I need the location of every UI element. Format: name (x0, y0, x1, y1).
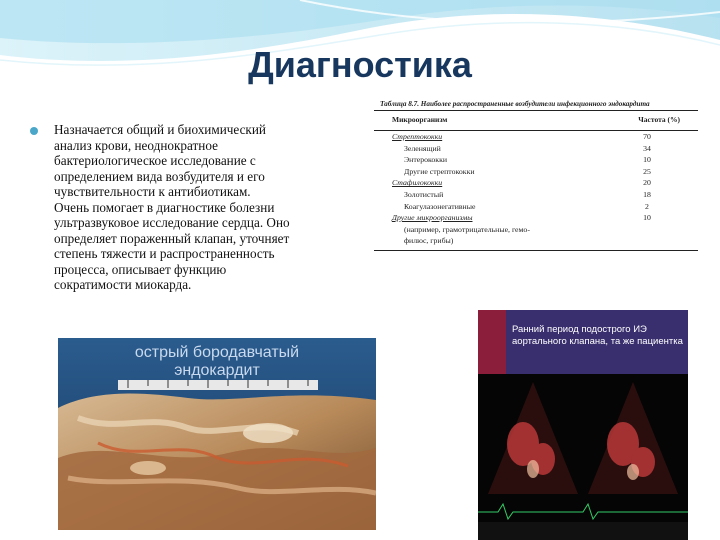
table-cell-frequency: 25 (643, 166, 651, 176)
table-cell-organism: Коагулазонегативные (404, 201, 476, 211)
endocarditis-photo (58, 338, 376, 530)
table-row (392, 177, 698, 189)
column-header-frequency: Частота (%) (638, 115, 680, 124)
table-cell-organism: Стрептококки (392, 132, 443, 141)
table-cell-frequency: 2 (645, 201, 649, 211)
table-row (392, 166, 698, 178)
table-bottom-rule (374, 250, 698, 251)
table-row (392, 201, 698, 213)
table-header (374, 111, 698, 128)
table-cell-organism: Зеленящий (404, 143, 441, 153)
table-cell-organism: Энтерококки (404, 155, 448, 165)
photo-caption (58, 344, 376, 380)
photo-caption-line1: острый бородавчатый (134, 344, 300, 361)
table-cell-organism: Другие микроорганизмы (392, 213, 473, 223)
column-header-organism: Микроорганизм (392, 115, 448, 124)
table-cell-frequency: 10 (643, 213, 651, 223)
slide-title: Диагностика (248, 44, 472, 85)
table-cell-frequency: 70 (643, 132, 651, 141)
table-cell-organism: Другие стрептококки (404, 166, 475, 176)
pathogen-table (374, 100, 698, 306)
table-cell-frequency: 34 (643, 143, 651, 153)
table-cell-organism: Золотистый (404, 189, 444, 199)
table-row (392, 131, 698, 143)
table-row (392, 189, 698, 201)
table-body (374, 131, 698, 224)
bullet-dot-icon (30, 127, 38, 135)
echo-title: Ранний период подострого ИЭ аортального клапана, та же пациентка (512, 324, 683, 347)
table-note-line2: филюс, грибы) (404, 236, 454, 246)
table-cell-frequency: 18 (643, 189, 651, 199)
table-row (392, 212, 698, 224)
table-note-line1: (например, грамотрицательные, гемо- (404, 224, 530, 234)
table-caption: Таблица 8.7. Наиболее распространенные возбудители инфекционного эндокардита (380, 100, 650, 108)
table-cell-frequency: 20 (643, 178, 651, 188)
bullet-item (30, 122, 370, 293)
echocardiogram-image (478, 310, 688, 540)
table-row (392, 154, 698, 166)
table-cell-organism: Стафилококки (392, 178, 443, 188)
ultrasound-scan-image (478, 374, 688, 540)
table-cell-frequency: 10 (643, 155, 651, 165)
bullet-text: Назначается общий и биохимический анализ крови, неоднократное бактериологическое исследование с определением вида возбудителя и его чувствительности к антибиотикам. Очень помогает в диагностике болезни ультразвуковое исследование сердца. Оно определяет пораженный клапан, уточняет степень тяжести и распространенность процесса, описывает функцию сократимости миокарда. (54, 122, 290, 292)
echo-header-accent (478, 310, 506, 374)
photo-caption-line2: эндокардит (174, 362, 260, 379)
table-row (392, 143, 698, 155)
